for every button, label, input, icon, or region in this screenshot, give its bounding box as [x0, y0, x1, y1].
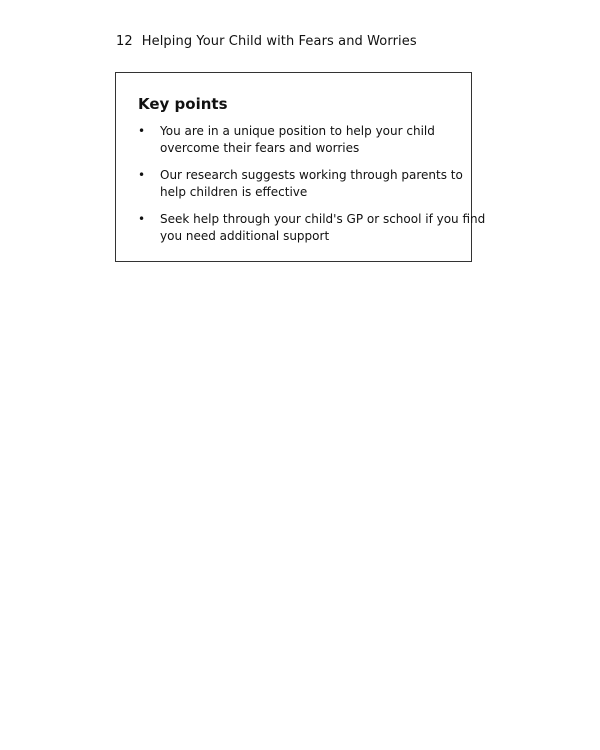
key-point-2-line-1: Our research suggests working through parents to [160, 168, 463, 182]
key-points-heading: Key points [138, 95, 228, 113]
key-point-item-1 [138, 123, 458, 157]
key-points-list [138, 123, 486, 255]
key-point-1-line-1: You are in a unique position to help your child [160, 124, 435, 138]
key-point-3-line-2: you need additional support [160, 229, 330, 243]
bullet-icon: • [138, 212, 146, 226]
key-points-box [115, 72, 486, 262]
bullet-icon: • [138, 124, 146, 138]
bullet-icon: • [138, 168, 146, 182]
key-point-item-2 [138, 167, 463, 201]
key-point-2-line-2: help children is effective [160, 185, 308, 199]
key-point-3-line-1: Seek help through your child's GP or school if you find [160, 212, 486, 226]
running-head-title: Helping Your Child with Fears and Worries [141, 34, 417, 49]
key-point-1-line-2: overcome their fears and worries [160, 141, 360, 155]
page-number: 12 [116, 34, 133, 49]
key-point-item-3 [138, 211, 486, 245]
running-head [116, 34, 417, 49]
